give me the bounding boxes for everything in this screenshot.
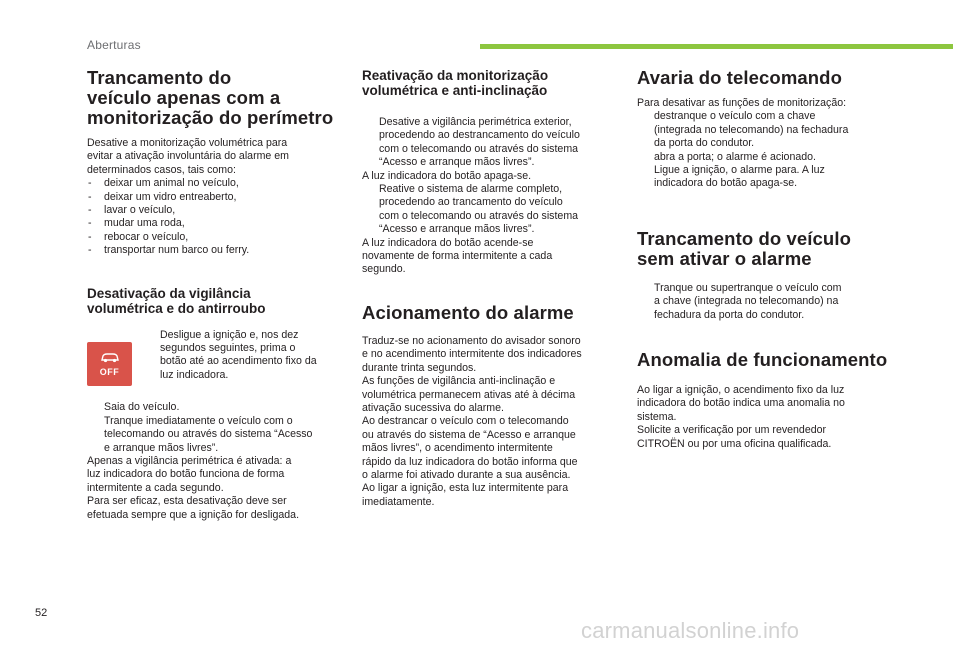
title-malfunction: Anomalia de funcionamento	[637, 349, 888, 371]
list-item: - mudar uma roda,	[88, 217, 185, 230]
column-left	[87, 68, 342, 522]
watermark: carmanualsonline.info	[581, 618, 800, 643]
step-leave: Saia do veículo.	[104, 401, 180, 414]
list-item: - deixar um vidro entreaberto,	[88, 190, 237, 203]
icon-step: Desligue a ignição e, nos dez segundos seguintes, prima o botão até ao acendimento fixo da luz indicadora.	[160, 328, 317, 381]
step-lock: Tranque imediatamente o veículo com o telecomando ou através do sistema “Acesso e arranque mãos livres”.	[104, 414, 313, 454]
fault-step-ignition: Ligue a ignição, o alarme para. A luz indicadora do botão apaga-se.	[654, 164, 825, 190]
alarm-text: Traduz-se no acionamento do avisador sonoro e no acendimento intermitente dos indicadores durante trinta segundos. As funções de vigilância anti-inclinação e volumétrica permanecem ativas até à décima ativação sucessiva do alarme. Ao destrancar o veículo com o telecomando ou através do sistema de “Acesso e arranque mãos livres”, o acendimento intermitente rápido da luz indicadora do botão informa que o alarme foi ativado durante a sua ausência. Ao ligar a ignição, esta luz intermitente para imediatamente.	[362, 334, 582, 508]
step-reactivate: Reative o sistema de alarme completo, procedendo ao trancamento do veículo com o telecomando ou através do sistema “Acesso e arranque mãos livres”.	[379, 183, 579, 236]
step-disable-perimeter: Desative a vigilância perimétrica exterior, procedendo ao destrancamento do veículo com o telecomando ou através do sistema “Acesso e arranque mãos livres”.	[379, 116, 580, 169]
list-item: - transportar num barco ou ferry.	[88, 244, 250, 257]
column-right	[637, 68, 892, 451]
fault-intro: Para desativar as funções de monitorização:	[637, 97, 847, 109]
page-number: 52	[35, 607, 48, 619]
title-perimeter-lock: Trancamento do veículo apenas com a monitorização do perímetro	[87, 67, 334, 128]
list-item: - rebocar o veículo,	[88, 230, 189, 243]
cases-list	[87, 177, 342, 257]
note-off: A luz indicadora do botão apaga-se.	[362, 169, 532, 182]
list-item: - deixar um animal no veículo,	[88, 177, 239, 190]
intro-text: Desative a monitorização volumétrica para evitar a ativação involuntária do alarme em determinados casos, tais como:	[87, 137, 289, 176]
outro-text: Apenas a vigilância perimétrica é ativada: a luz indicadora do botão funciona de forma intermitente a cada segundo. Para ser eficaz, esta desativação deve ser efetuada sempre que a ignição for desligada.	[87, 454, 300, 521]
section-label: Aberturas	[87, 38, 141, 52]
column-middle	[362, 68, 617, 509]
malfunction-text: Ao ligar a ignição, o acendimento fixo da luz indicadora do botão indica uma anomalia no sistema. Solicite a verificação por um revendedor CITROËN ou por uma oficina qualificada.	[637, 384, 845, 450]
note-on: A luz indicadora do botão acende-se novamente de forma intermitente a cada segundo.	[362, 236, 553, 276]
title-lock-no-alarm: Trancamento do veículo sem ativar o alarme	[637, 227, 851, 269]
fault-step-open: abra a porta; o alarme é acionado.	[654, 150, 816, 163]
car-icon	[100, 352, 120, 363]
off-label: OFF	[99, 367, 120, 377]
title-remote-fault: Avaria do telecomando	[637, 67, 842, 88]
title-alarm-trigger: Acionamento do alarme	[362, 301, 574, 323]
section-color-bar	[480, 44, 953, 49]
title-reactivation: Reativação da monitorização volumétrica e anti-inclinação	[362, 68, 549, 98]
subtitle-deactivation: Desativação da vigilância volumétrica e do antirroubo	[87, 285, 266, 316]
lock-step: Tranque ou supertranque o veículo com a chave (integrada no telecomando) na fechadura da porta do condutor.	[654, 281, 842, 321]
list-item: - lavar o veículo,	[88, 204, 176, 217]
alarm-off-button-icon	[87, 342, 132, 386]
fault-step-unlock: destranque o veículo com a chave (integrada no telecomando) na fechadura da porta do condutor.	[654, 110, 849, 150]
